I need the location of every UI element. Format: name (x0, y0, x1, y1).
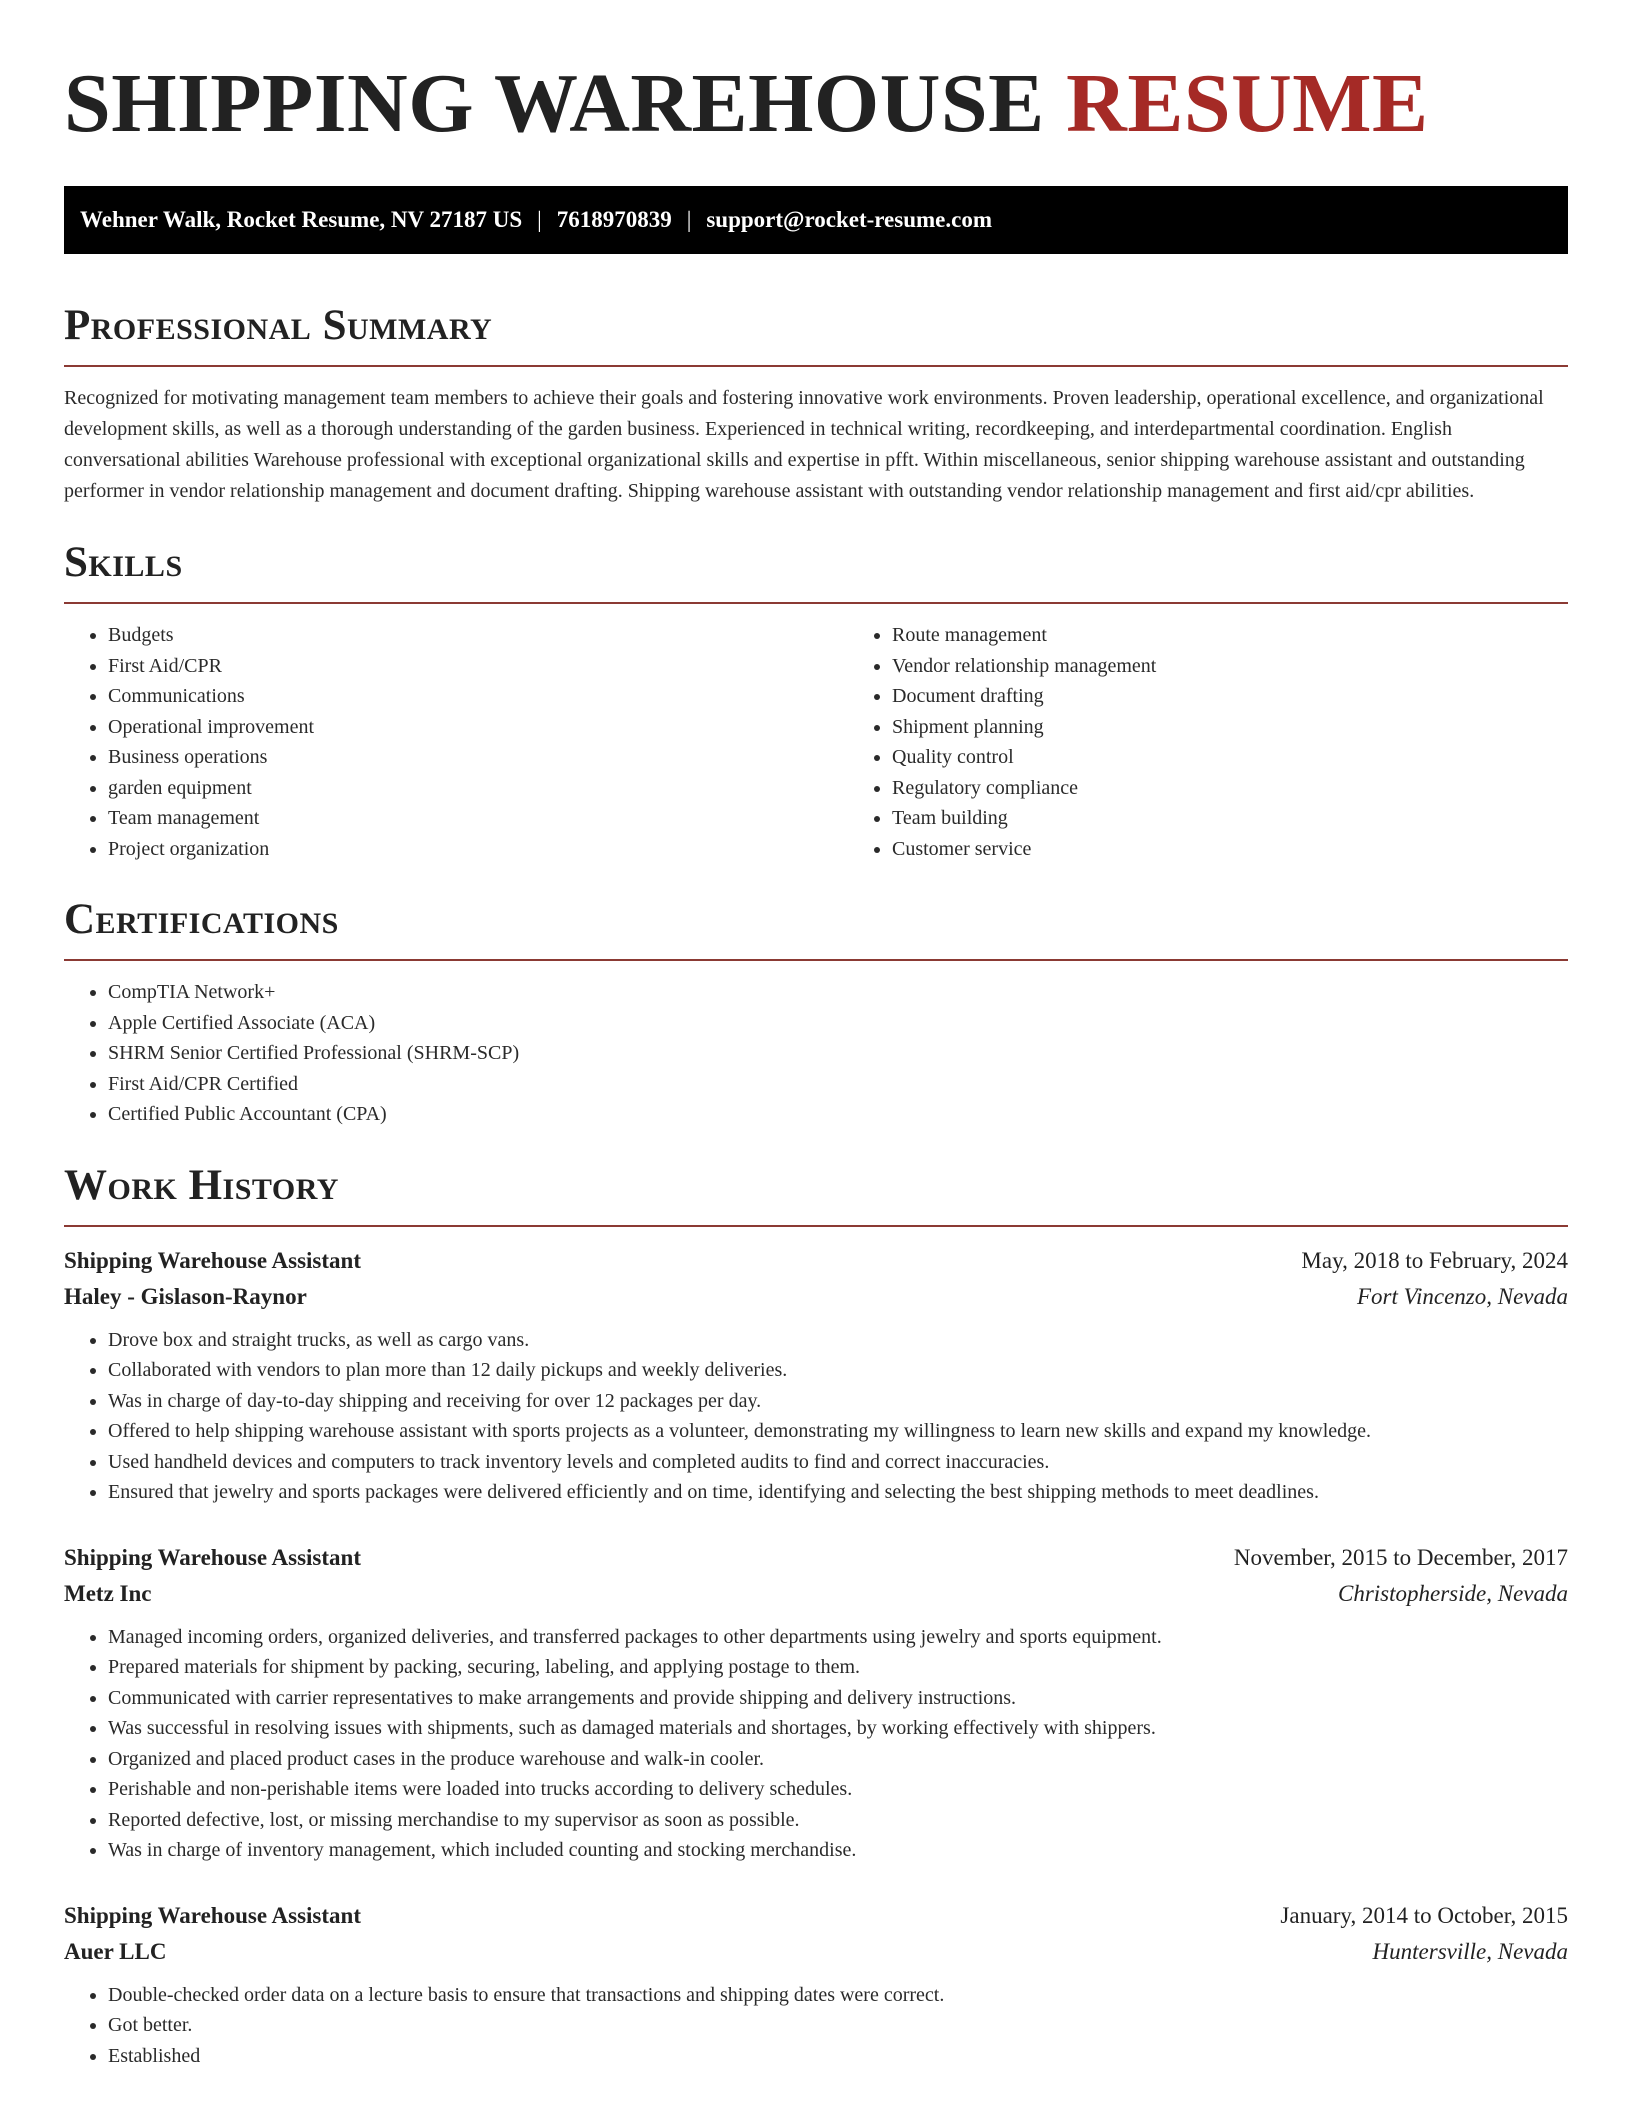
job-company-row (64, 1279, 1568, 1315)
job-duty-item: • Was successful in resolving issues with shipments, such as damaged materials and shortages, by working effectively with shippers. (108, 1713, 1568, 1744)
resume-title (64, 52, 1568, 156)
certifications-list (64, 977, 1568, 1130)
job-company: Haley - Gislason-Raynor (64, 1283, 307, 1309)
job-duty-item: • Established (108, 2041, 1568, 2072)
skill-item: • Budgets (108, 620, 848, 651)
contact-separator: | (537, 207, 542, 232)
certification-item: • First Aid/CPR Certified (108, 1069, 1568, 1100)
skill-item: • Operational improvement (108, 712, 848, 743)
job-header-row (64, 1898, 1568, 1934)
job-company-row (64, 1576, 1568, 1612)
job-duty-item: • Collaborated with vendors to plan more than 12 daily pickups and weekly deliveries. (108, 1355, 1568, 1386)
job-entry (64, 1898, 1568, 2072)
certifications-section (64, 892, 1568, 1130)
resume-title-main: SHIPPING WAREHOUSE (64, 57, 1045, 150)
work-history-section (64, 1158, 1568, 2072)
section-heading-summary: Professional Summary (64, 302, 493, 349)
contact-bar (64, 186, 1568, 254)
skill-item: • Vendor relationship management (892, 651, 1632, 682)
job-duty-item: • Perishable and non-perishable items were loaded into trucks according to delivery schedules. (108, 1774, 1568, 1805)
job-dates: November, 2015 to December, 2017 (1233, 1544, 1568, 1570)
skill-item: • Document drafting (892, 681, 1632, 712)
skill-item: • Regulatory compliance (892, 773, 1632, 804)
job-duty-item: • Communicated with carrier representatives to make arrangements and provide shipping and delivery instructions. (108, 1683, 1568, 1714)
skill-item: • Shipment planning (892, 712, 1632, 743)
job-company: Metz Inc (64, 1580, 152, 1606)
resume-title-accent: RESUME (1066, 57, 1429, 150)
contact-address: Wehner Walk, Rocket Resume, NV 27187 US (80, 207, 523, 232)
section-heading-certifications: Certifications (64, 896, 339, 943)
summary-text: Recognized for motivating management team members to achieve their goals and fostering innovative work environments. Proven leadership, operational excellence, and organizational development skills, as well as a thorough understanding of the garden business. Experienced in technical writing, recordkeeping, and interdepartmental coordination. English conversational abilities Warehouse professional with exceptional organizational skills and expertise in pfft. Within miscellaneous, senior shipping warehouse assistant and outstanding performer in vendor relationship management and document drafting. Shipping warehouse assistant with outstanding vendor relationship management and first aid/cpr abilities. (64, 387, 1544, 502)
job-duties-list (64, 1980, 1568, 2072)
job-company: Auer LLC (64, 1938, 167, 1964)
skills-list-right (848, 620, 1632, 864)
certification-item: • Apple Certified Associate (ACA) (108, 1008, 1568, 1039)
skill-item: • Customer service (892, 834, 1632, 865)
job-duty-item: • Organized and placed product cases in the produce warehouse and walk-in cooler. (108, 1744, 1568, 1775)
skill-item: • Project organization (108, 834, 848, 865)
skill-item: • Quality control (892, 742, 1632, 773)
job-dates: January, 2014 to October, 2015 (1280, 1902, 1568, 1928)
job-title: Shipping Warehouse Assistant (64, 1902, 361, 1928)
contact-phone: 7618970839 (556, 207, 672, 232)
professional-summary-section (64, 298, 1568, 507)
job-duty-item: • Reported defective, lost, or missing merchandise to my supervisor as soon as possible. (108, 1805, 1568, 1836)
contact-separator: | (686, 207, 692, 232)
job-entry (64, 1540, 1568, 1866)
job-location: Christopherside, Nevada (1338, 1580, 1568, 1606)
skill-item: • Communications (108, 681, 848, 712)
section-heading-work-history: Work History (64, 1161, 339, 1209)
job-duty-item: • Drove box and straight trucks, as well as cargo vans. (108, 1325, 1568, 1356)
certification-item: • SHRM Senior Certified Professional (SHRM-SCP) (108, 1038, 1568, 1069)
job-title: Shipping Warehouse Assistant (64, 1544, 361, 1570)
job-duty-item: • Was in charge of day-to-day shipping and receiving for over 12 packages per day. (108, 1386, 1568, 1417)
skills-list-left (64, 620, 848, 864)
section-heading-skills: Skills (64, 539, 183, 586)
job-duty-item: • Managed incoming orders, organized deliveries, and transferred packages to other departments using jewelry and sports equipment. (108, 1622, 1568, 1653)
job-duty-item: • Double-checked order data on a lecture basis to ensure that transactions and shipping dates were correct. (108, 1980, 1568, 2011)
job-title: Shipping Warehouse Assistant (64, 1247, 361, 1273)
skill-item: • garden equipment (108, 773, 848, 804)
job-location: Huntersville, Nevada (1372, 1938, 1568, 1964)
job-entry (64, 1243, 1568, 1508)
job-duties-list (64, 1622, 1568, 1866)
section-divider (64, 365, 1568, 367)
skill-item: • Business operations (108, 742, 848, 773)
job-duty-item: • Ensured that jewelry and sports packages were delivered efficiently and on time, identifying and selecting the best shipping methods to meet deadlines. (108, 1477, 1568, 1508)
section-divider (64, 602, 1568, 604)
job-duty-item: • Prepared materials for shipment by packing, securing, labeling, and applying postage to them. (108, 1652, 1568, 1683)
job-location: Fort Vincenzo, Nevada (1357, 1283, 1568, 1309)
skill-item: • Team building (892, 803, 1632, 834)
job-header-row (64, 1243, 1568, 1279)
job-header-row (64, 1540, 1568, 1576)
job-company-row (64, 1934, 1568, 1970)
skill-item: • Route management (892, 620, 1632, 651)
section-divider (64, 959, 1568, 961)
certification-item: • CompTIA Network+ (108, 977, 1568, 1008)
skills-section (64, 535, 1568, 864)
certification-item: • Certified Public Accountant (CPA) (108, 1099, 1568, 1130)
job-duty-item: • Got better. (108, 2010, 1568, 2041)
job-duty-item: • Used handheld devices and computers to track inventory levels and completed audits to find and correct inaccuracies. (108, 1447, 1568, 1478)
job-duties-list (64, 1325, 1568, 1508)
job-duty-item: • Offered to help shipping warehouse assistant with sports projects as a volunteer, demonstrating my willingness to learn new skills and expand my knowledge. (108, 1416, 1568, 1447)
skill-item: • Team management (108, 803, 848, 834)
skills-grid (64, 620, 1568, 864)
job-dates: May, 2018 to February, 2024 (1301, 1247, 1568, 1273)
job-duty-item: • Was in charge of inventory management, which included counting and stocking merchandise. (108, 1835, 1568, 1866)
section-divider (64, 1225, 1568, 1227)
contact-email: support@rocket-resume.com (706, 207, 992, 232)
skill-item: • First Aid/CPR (108, 651, 848, 682)
